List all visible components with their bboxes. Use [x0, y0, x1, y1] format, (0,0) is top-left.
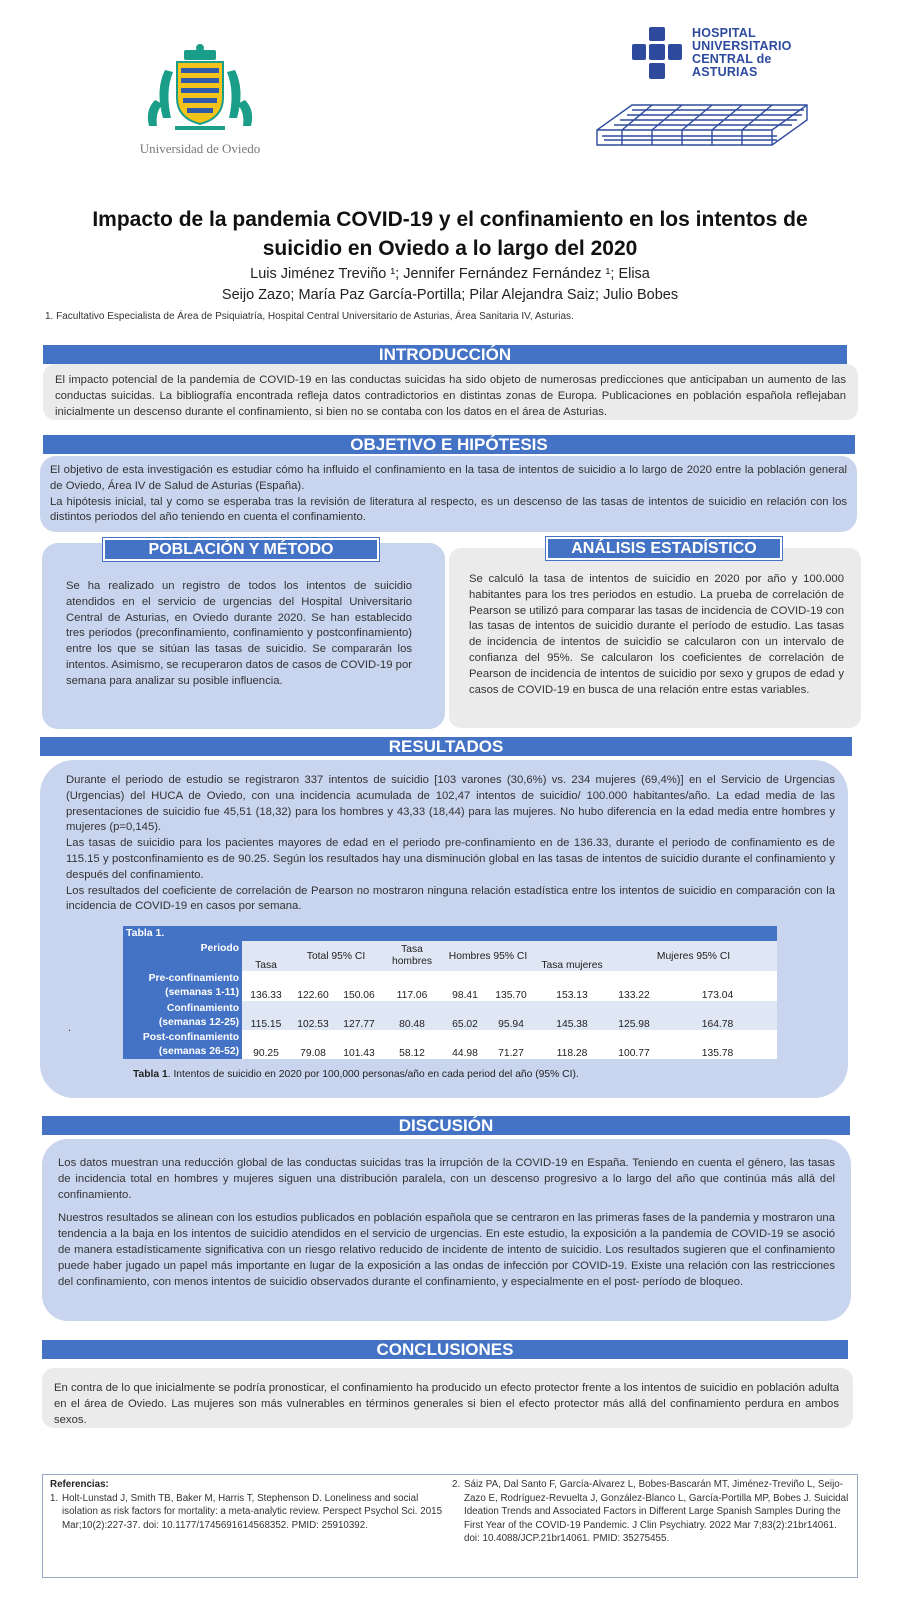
affiliation: 1. Facultativo Especialista de Área de Psiquiatría, Hospital Central Universitario de Asturias, Área Sanitaria IV, Asturias.: [45, 311, 574, 322]
analisis-text: Se calculó la tasa de intentos de suicidio en 2020 por año y 100.000 habitantes para los tres periodos en estudio. La prueba de correlación de Pearson se utilizó para comparar las tasas de incidencia de COVID-19 con las tasas de intentos de suicidio durante el período de estudio. Las tasas de incidencia de intentos de suicidio se calcularon con un intervalo de confianza del 95%. Se calcularon los coeficientes de correlación de Pearson de incidencia de intentos de suicidio por sexo y grupos de edad y casos de COVID-19 en busca de una relación entre estas variables.: [469, 573, 844, 696]
table-cell: 100.77: [618, 1048, 650, 1059]
table-cell: 101.43: [343, 1048, 375, 1059]
poster-title: Impacto de la pandemia COVID-19 y el confinamiento en los intentos de suicidio en Oviedo a lo largo del 2020: [92, 208, 808, 260]
conclusiones-heading: CONCLUSIONES: [42, 1340, 848, 1359]
authors: Luis Jiménez Treviño ¹; Jennifer Fernández Fernández ¹; Elisa Seijo Zazo; María Paz García-Portilla; Pilar Alejandra Saiz; Julio Bobes: [221, 266, 679, 303]
university-name: Universidad de Oviedo: [139, 141, 261, 156]
header-total-ci: Total 95% CI: [306, 950, 366, 962]
analisis-panel: [449, 548, 861, 728]
table-row: [123, 971, 777, 1001]
table-cell: 153.13: [556, 990, 588, 1001]
table-cell: 173.04: [701, 990, 734, 1001]
table-cell: 102.53: [297, 1019, 329, 1030]
table-footnote: Tabla 1. Intentos de suicidio en 2020 por 100,000 personas/año en cada period del año (95% CI).: [133, 1069, 579, 1080]
table-cell: 118.28: [556, 1048, 588, 1059]
table-cell: 44.98: [452, 1048, 478, 1059]
table-cell: 98.41: [452, 990, 478, 1001]
resultados-heading: RESULTADOS: [40, 737, 852, 756]
table-cell: 145.38: [556, 1019, 588, 1030]
row-label-conf: Confinamiento (semanas 12-25): [123, 1001, 242, 1030]
introduccion-heading: INTRODUCCIÓN: [43, 345, 847, 364]
introduccion-text: El impacto potencial de la pandemia de COVID-19 en las conductas suicidas ha sido objeto de numerosas predicciones que anticipaban un aumento de las conductas suicidas. La bibliografía encontrada refleja datos contradictorios en distintas zonas de Europa. Publicaciones en población española reflejaban inicialmente un descenso durante el confinamiento, si bien no se contaba con los datos en el área de Asturias.: [55, 374, 846, 418]
referencia-col-1: [50, 1478, 446, 1532]
hospital-building-icon: [592, 100, 817, 155]
table-cell: 164.78: [701, 1019, 734, 1030]
objetivo-text-1: El objetivo de esta investigación es estudiar cómo ha influido el confinamiento en la tasa de intentos de suicidio a lo largo de 2020 entre la población general de Oviedo, Área IV de Salud de Asturias (España).: [50, 464, 847, 492]
discusion-text-1: Los datos muestran una reducción global de las conductas suicidas tras la irrupción de la COVID-19 en España. Teniendo en cuenta el género, las tasas de incidencia total en hombres y mujeres siguen una distribución paralela, con un descenso progresivo a lo largo del año que continúa más allá del confinamiento.: [58, 1157, 835, 1201]
table-cell: 135.70: [495, 990, 527, 1001]
table-cell: 65.02: [452, 1019, 478, 1030]
hospital-cross-icon: [632, 27, 682, 79]
objetivo-text-2: La hipótesis inicial, tal y como se esperaba tras la revisión de literatura al respecto, es un descenso de las tasas de intentos de suicidio en relación con los distintos periodos del año teniendo en cuenta el confinamiento.: [50, 495, 847, 524]
table-cell: 80.48: [399, 1019, 425, 1030]
analisis-heading: ANÁLISIS ESTADÍSTICO: [546, 537, 782, 560]
table-cell: 90.25: [253, 1048, 279, 1059]
conclusiones-panel: [42, 1368, 853, 1428]
referencias-heading: Referencias:: [50, 1479, 109, 1490]
hospital-logo: [600, 25, 830, 160]
table-cell: 125.98: [618, 1019, 650, 1030]
header-tasa-mujeres: Tasa mujeres: [541, 960, 603, 971]
table-header-row: [123, 941, 777, 971]
table-cell: 115.15: [250, 1019, 282, 1030]
discusion-panel: [42, 1139, 851, 1321]
table-caption: Tabla 1.: [123, 926, 777, 941]
resultados-text-2: Las tasas de suicidio para los pacientes mayores de edad en el periodo pre-confinamiento en de 136.33, durante el periodo de confinamiento es de 115.15 y postconfinamiento es de 90.25. Según los resultados hay una disminución global en las tasas de intentos de suicidio durante el confinamiento y después del confinamiento.: [66, 837, 835, 881]
referencia-2: 2. Sáiz PA, Dal Santo F, García-Alvarez L, Bobes-Bascarán MT, Jiménez-Treviño L, Seijo-Zazo E, Rodríguez-Revuelta J, González-Blanco L, García-Portilla MP, Bobes J. Suicidal Ideation Trends and Associated Factors in Different Large Spanish Samples During the First Year of the COVID-19 Pandemic. J Clin Psychiatry. 2022 Mar 7;83(2):21br14061. doi: 10.4088/JCP.21br14061. PMID: 35275455.: [452, 1479, 849, 1544]
table-cell: 150.06: [343, 990, 375, 1001]
referencias-box: [42, 1474, 858, 1578]
table-cell: 79.08: [300, 1048, 326, 1059]
resultados-text-1: Durante el periodo de estudio se registraron 337 intentos de suicidio [103 varones (30,6%) vs. 234 mujeres (69,4%)] en el Servicio de Urgencias (Urgencias) del HUCA de Oviedo, con una incidencia acumulada de 102,47 intentos de suicidio/ 100.000 habitantes/año. La edad media de las presentaciones de suicidio fue 45,51 (18,32) para los hombres y 43,33 (18,44) para las mujeres. No hubo diferencia en la edad media entre hombres y mujeres (p=0,145).: [66, 774, 835, 834]
row-label-post: Post-confinamiento (semanas 26-52): [123, 1030, 242, 1059]
stray-dot: .: [68, 1022, 72, 1034]
referencia-1: 1. Holt-Lunstad J, Smith TB, Baker M, Harris T, Stephenson D. Loneliness and social isolation as risk factors for mortality: a meta-analytic review. Perspect Psychol Sci. 2015 Mar;10(2):227-37. doi: 10.1177/1745691614568352. PMID: 25910392.: [50, 1492, 443, 1531]
table-cell: 133.22: [618, 990, 650, 1001]
table-cell: 71.27: [498, 1048, 524, 1059]
objetivo-heading: OBJETIVO E HIPÓTESIS: [43, 435, 855, 454]
header-tasa-hombres: Tasa hombres: [391, 944, 433, 967]
university-crest-icon: [135, 40, 265, 132]
table-cell: 136.33: [250, 990, 282, 1001]
resultados-text-3: Los resultados del coeficiente de correlación de Pearson no mostraron ninguna relación estadística entre los intentos de suicidio en comparación con la incidencia de COVID-19 en casos por semana.: [66, 884, 835, 913]
table-cell: 58.12: [399, 1048, 425, 1059]
poblacion-heading: POBLACIÓN Y MÉTODO: [103, 538, 379, 561]
header-tasa: Tasa: [255, 960, 277, 971]
introduccion-panel: [43, 364, 858, 420]
table-row: [123, 1001, 777, 1030]
objetivo-panel: [40, 456, 857, 532]
header-mujeres-ci: Mujeres 95% CI: [656, 950, 731, 962]
table-cell: 127.77: [343, 1019, 375, 1030]
poblacion-text: Se ha realizado un registro de todos los intentos de suicidio atendidos en el servicio de urgencias del Hospital Universitario Central de Asturias, en Oviedo durante 2020. Se han establecido tres periodos (preconfinamiento, confinamiento y postconfinamiento) entre los que se sitúan las tasas de suicidio. Se compararán los intentos. Asimismo, se recuperaron datos de casos de COVID-19 por semana para analizar su posible influencia.: [66, 580, 412, 687]
results-table: [123, 926, 777, 1059]
poblacion-panel: [42, 543, 445, 729]
table-cell: 117.06: [396, 990, 428, 1001]
table-row: [123, 1030, 777, 1059]
hospital-name: HOSPITAL UNIVERSITARIO CENTRAL de ASTURIAS: [692, 26, 792, 79]
header-periodo: Periodo: [123, 941, 242, 971]
table-cell: 135.78: [701, 1048, 734, 1059]
table-cell: 95.94: [498, 1019, 524, 1030]
table-cell: 122.60: [297, 990, 329, 1001]
discusion-text-2: Nuestros resultados se alinean con los estudios publicados en población española que se centraron en las primeras fases de la pandemia y mostraron una tendencia a la baja en los intentos de suicidio atendidos en el servicio de urgencias. En este estudio, la exposición a la pandemia de COVID-19 se asoció de manera estadísticamente significativa con un riesgo relativo reducido de incidente de intento de suicidio. Los resultados sugieren que el confinamiento puede haber jugado un papel más importante en lugar de la exposición a las ondas de infección por COVID-19. Existe una relación con las restricciones del confinamiento, con menos intentos de suicidio observados durante el confinamiento, y especialmente en el post- período de bloqueo.: [58, 1212, 835, 1288]
header-hombres-ci: Hombres 95% CI: [448, 950, 528, 962]
conclusiones-text: En contra de lo que inicialmente se podría pronosticar, el confinamiento ha producido un efecto protector frente a los intentos de suicidio en población adulta en el área de Oviedo. Las mujeres son más vulnerables en términos generales si bien el efecto protector más allá del confinamiento perdura en ambos sexos.: [54, 1382, 839, 1426]
discusion-heading: DISCUSIÓN: [42, 1116, 850, 1135]
referencia-col-2: [452, 1478, 850, 1546]
university-logo: [120, 40, 280, 157]
row-label-pre: Pre-confinamiento (semanas 1-11): [123, 971, 242, 1001]
